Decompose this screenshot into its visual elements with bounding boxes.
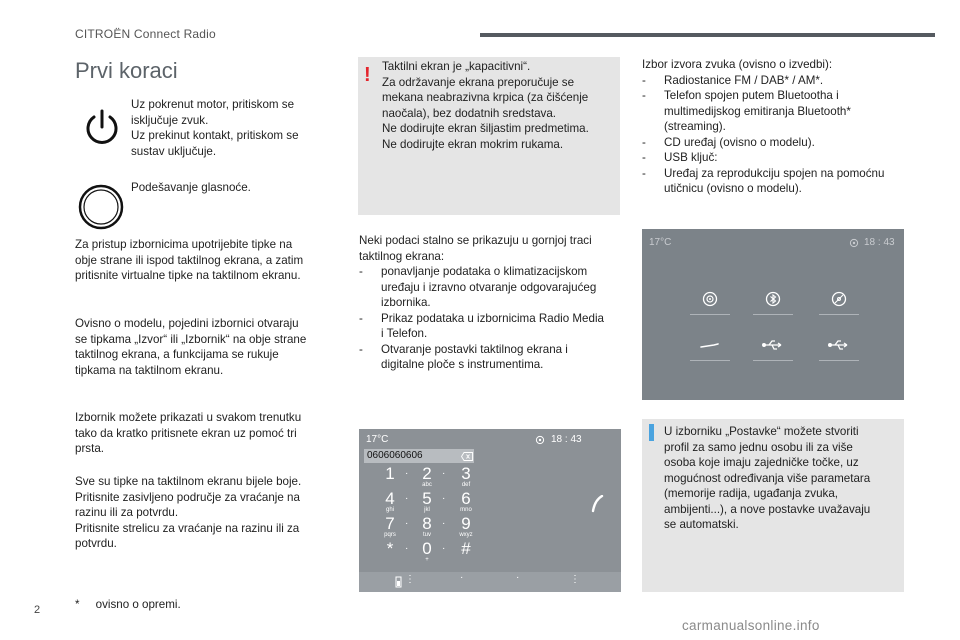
aux-icon [700, 339, 720, 351]
keypad-key[interactable] [455, 465, 477, 489]
paragraph-menus-model: Ovisno o modelu, pojedini izbornici otvaraju se tipkama „Izvor“ ili „Izbornik“ na obje strane taktilnog ekrana, a funkcijama se rukuje tipkama na taktilnom ekranu. [75, 317, 307, 377]
list-item: - Otvaranje postavki taktilnog ekrana i digitalne ploče s instrumentima. [359, 342, 568, 371]
keypad-digit: 3 [461, 464, 471, 483]
top-bar-info: Neki podaci stalno se prikazuju u gornjoj traci taktilnog ekrana: - ponavljanje podataka o klimatizacijskom uređaju i izravno otvaranje odgovarajućeg izbornika. - Prikaz podataka u izbornicima Radio Media i Telefon. - Otvaranje postavki taktilnog ekrana i digitalne ploče s instrumentima. [359, 233, 621, 373]
settings-icon[interactable] [535, 435, 545, 445]
volume-description: Podešavanje glasnoće. [131, 181, 251, 194]
source-bluetooth[interactable] [753, 289, 793, 315]
keypad-digit: 7 [385, 514, 395, 533]
clock-display: 18 : 43 [551, 434, 582, 445]
keypad-key[interactable] [416, 515, 438, 539]
keypad-letters: + [425, 557, 429, 563]
list-item: - Radiostanice FM / DAB* / AM*. [642, 73, 824, 87]
temperature-display[interactable]: 17°C [649, 237, 672, 248]
dot-icon[interactable]: · [516, 572, 520, 583]
keypad-digit: 2 [422, 464, 432, 483]
keypad-separator: · [405, 543, 409, 554]
keypad-digit: 6 [461, 489, 471, 508]
keypad-letters: wxyz [459, 532, 473, 538]
keypad-separator: · [442, 518, 446, 529]
keypad-letters: pqrs [384, 532, 396, 538]
usb-icon [827, 339, 851, 351]
source-cd[interactable] [819, 289, 859, 315]
keypad-separator: · [405, 493, 409, 504]
backspace-icon[interactable] [461, 452, 473, 461]
footnote: * ovisno o opremi. [75, 598, 181, 611]
tip-text: U izborniku „Postavke“ možete stvoriti profil za samo jednu osobu ili za više osoba koje imaju zajedničke točke, uz mogućnost određivanja više parametara (memorije radija, ugađanja zvuka, ambijenti...), a nove postavke uvažavaju se automatski. [664, 425, 871, 531]
audio-sources-screen [642, 229, 904, 400]
keypad-letters: ghi [385, 507, 394, 513]
keypad-key[interactable] [379, 465, 401, 489]
usb-icon [761, 339, 785, 351]
keypad-separator: · [442, 543, 446, 554]
keypad-letters: mno [460, 507, 472, 513]
list-item: - ponavljanje podataka o klimatizacijskom uređaju i izravno otvaranje odgovarajućeg izbornika. [359, 265, 597, 309]
keypad-digit: * [386, 539, 394, 558]
keypad-digit: 1 [385, 464, 395, 483]
keypad-separator: · [442, 468, 446, 479]
source-aux[interactable] [690, 335, 730, 361]
bottom-bar [359, 572, 621, 592]
keypad-key[interactable] [455, 515, 477, 539]
more-icon[interactable]: ⋮ [405, 574, 415, 585]
paragraph-three-fingers: Izbornik možete prikazati u svakom trenutku tako da kratko pritisnete ekran uz pomoć tri prsta. [75, 411, 302, 455]
keypad-digit: 4 [385, 489, 395, 508]
source-radio[interactable] [690, 289, 730, 315]
clock-display: 18 : 43 [864, 237, 895, 248]
keypad-letters: tuv [422, 532, 431, 538]
keypad-key[interactable] [379, 540, 401, 564]
keypad-separator: · [442, 493, 446, 504]
page-title: Prvi koraci [75, 58, 178, 83]
cd-icon [831, 291, 847, 307]
power-icon [81, 107, 123, 149]
temperature-display[interactable]: 17°C [366, 434, 389, 445]
keypad-digit: 0 [422, 539, 432, 558]
radio-icon [702, 291, 718, 307]
list-item: - Telefon spojen putem Bluetootha i multimedijskog emitiranja Bluetooth* (streaming). [642, 89, 851, 133]
source-usb-2[interactable] [819, 335, 859, 361]
keypad-key[interactable] [379, 490, 401, 514]
volume-knob-icon [77, 183, 125, 231]
paragraph-white-keys: Sve su tipke na taktilnom ekranu bijele boje. Pritisnite zasivljeno područje za vraćanje na razinu ili za potvrdu. Pritisnite strelicu za vraćanje na razinu ili za potvrdu. [75, 475, 302, 550]
keypad-separator: · [405, 468, 409, 479]
header-bar [480, 33, 935, 37]
list-item: - CD uređaj (ovisno o modelu). [642, 135, 815, 149]
phone-keypad-screen [359, 429, 621, 592]
dot-icon[interactable]: · [460, 572, 464, 583]
bluetooth-icon [765, 291, 781, 307]
keypad-digit: 9 [461, 514, 471, 533]
keypad-key[interactable] [416, 490, 438, 514]
keypad-digit: 8 [422, 514, 432, 533]
number-field[interactable]: 0606060606 [364, 449, 474, 463]
info-icon [649, 425, 654, 441]
keypad-key[interactable] [455, 540, 477, 564]
keypad-letters: abc [422, 482, 432, 488]
warning-icon: ! [364, 64, 371, 86]
keypad-letters: jkl [424, 507, 430, 513]
settings-icon[interactable] [849, 238, 859, 248]
call-icon[interactable] [591, 495, 605, 513]
phone-battery-icon[interactable] [395, 576, 405, 588]
keypad-key[interactable] [416, 465, 438, 489]
keypad-separator: · [405, 518, 409, 529]
keypad [359, 465, 479, 565]
paragraph-menus-access: Za pristup izbornicima upotrijebite tipke na obje strane ili ispod taktilnog ekrana, a zatim pritisnite virtualne tipke na taktilnom ekranu. [75, 238, 304, 282]
warning-text: Taktilni ekran je „kapacitivni“. Za održavanje ekrana preporučuje se mekana neabrazivna krpica (za čišćenje naočala), bez dodatnih sredstava. Ne dodirujte ekran šiljastim predmetima. Ne dodirujte ekran mokrim rukama. [382, 60, 589, 151]
list-item: - Prikaz podataka u izbornicima Radio Media i Telefon. [359, 311, 604, 340]
header-title: CITROËN Connect Radio [75, 27, 216, 41]
watermark: carmanualsonline.info [682, 618, 820, 633]
keypad-key[interactable] [416, 540, 438, 564]
keypad-digit: 5 [422, 489, 432, 508]
page-number: 2 [34, 604, 41, 616]
more-icon[interactable]: ⋮ [570, 574, 580, 585]
keypad-letters: def [461, 482, 471, 488]
keypad-key[interactable] [455, 490, 477, 514]
list-item: - USB ključ: [642, 151, 718, 164]
keypad-digit: # [461, 539, 471, 558]
keypad-key[interactable] [379, 515, 401, 539]
list-item: - Uređaj za reprodukciju spojen na pomoćnu utičnicu (ovisno o modelu). [642, 166, 885, 195]
power-description: Uz pokrenut motor, pritiskom se isključuje zvuk. Uz prekinut kontakt, pritiskom se sustav uključuje. [131, 98, 299, 158]
source-usb[interactable] [753, 335, 793, 361]
audio-sources: Izbor izvora zvuka (ovisno o izvedbi): - Radiostanice FM / DAB* / AM*. - Telefon spojen putem Bluetootha i multimedijskog emitiranja Bluetooth* (streaming). - CD uređaj (ovisno o modelu). - USB ključ: - Uređaj za reprodukciju spojen na pomoćnu utičnicu (ovisno o modelu). [642, 57, 912, 197]
